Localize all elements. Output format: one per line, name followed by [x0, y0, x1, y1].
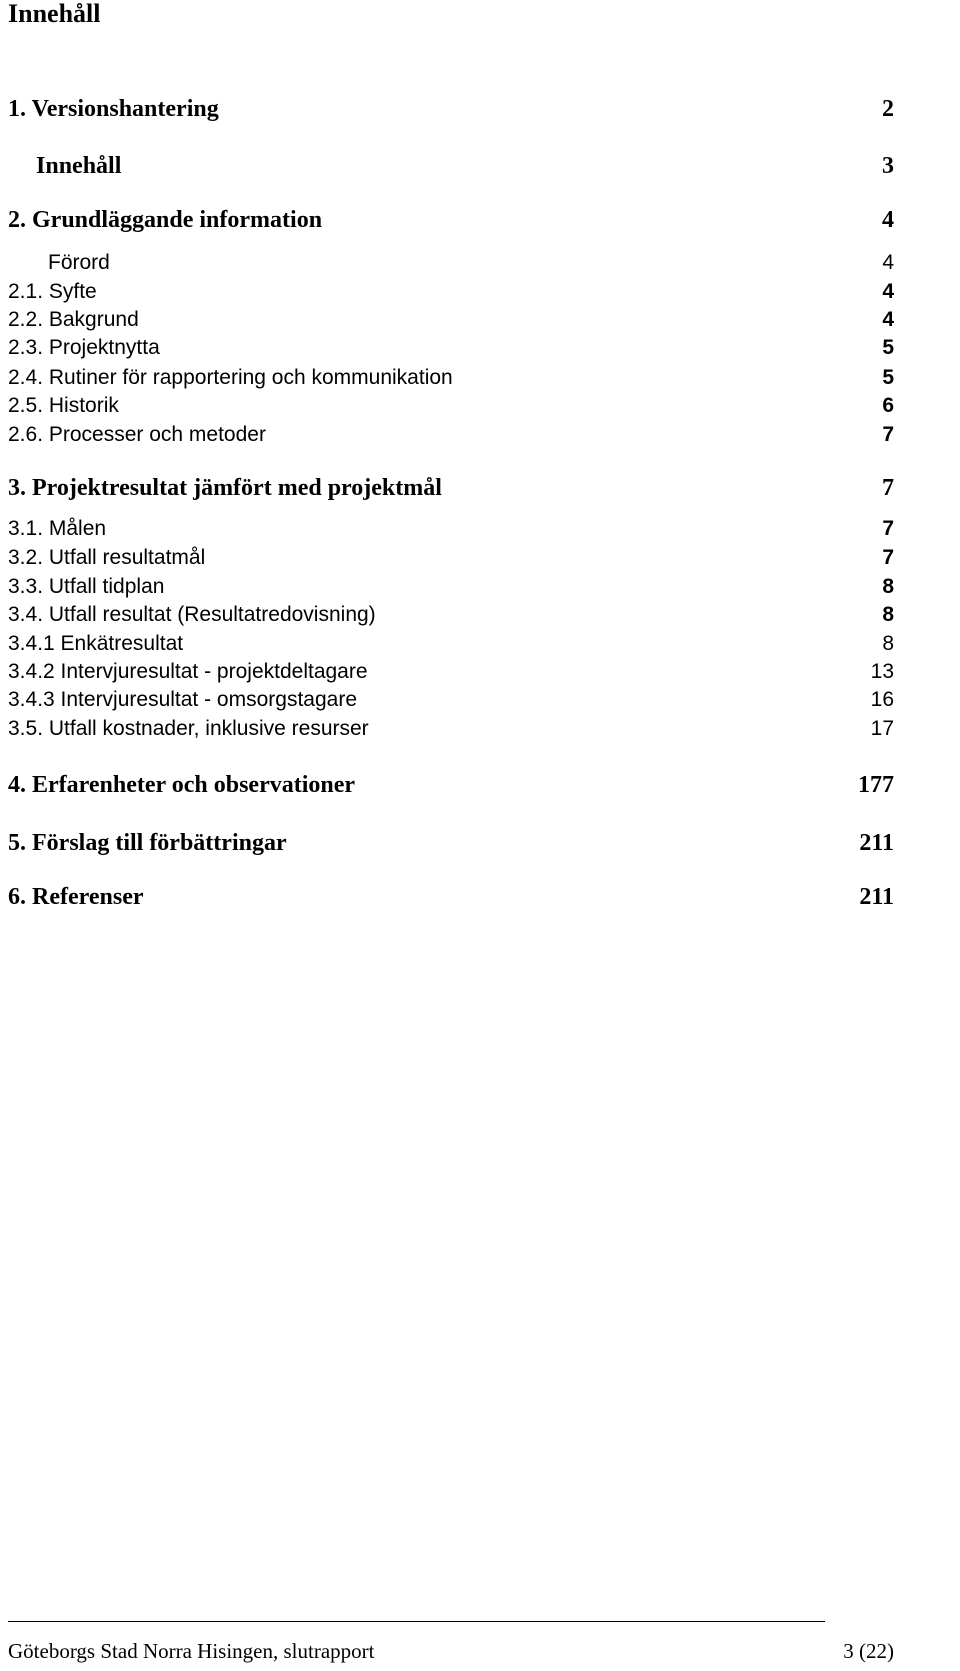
toc-entry-page: 8 [882, 632, 894, 655]
toc-entry-label: 2.1. Syfte [8, 280, 97, 303]
toc-entry-page: 4 [882, 308, 894, 331]
toc-entry-page: 7 [882, 475, 894, 501]
toc-entry-label: 3.5. Utfall kostnader, inklusive resurser [8, 717, 369, 740]
page-footer [8, 1639, 894, 1663]
footer-document-title: Göteborgs Stad Norra Hisingen, slutrapport [8, 1639, 375, 1663]
toc-entry-label: 4. Erfarenheter och observationer [8, 772, 356, 798]
toc-entry-page: 211 [859, 830, 894, 856]
toc-entry-forord[interactable] [48, 249, 894, 277]
toc-entry-label: 3.4.2 Intervjuresultat - projektdeltagare [8, 660, 368, 683]
page-title: Innehåll [8, 0, 101, 28]
toc-entry-page: 4 [882, 280, 894, 303]
toc-entry-innehall[interactable] [36, 151, 894, 181]
toc-entry-label: 2.4. Rutiner för rapportering och kommunikation [8, 366, 453, 389]
toc-entry-page: 2 [882, 96, 894, 122]
toc-entry-page: 211 [859, 884, 894, 910]
toc-entry-label: 3.3. Utfall tidplan [8, 575, 165, 598]
toc-entry-grundlaggande-information[interactable] [8, 205, 894, 235]
toc-entry-enkatresultat[interactable] [8, 630, 894, 658]
toc-entry-page: 5 [882, 336, 894, 359]
toc-entry-page: 8 [882, 575, 894, 598]
toc-entry-processer[interactable] [8, 421, 894, 449]
toc-entry-utfall-tidplan[interactable] [8, 573, 894, 601]
toc-entry-projektresultat[interactable] [8, 473, 894, 503]
toc-entry-label: 3.4.3 Intervjuresultat - omsorgstagare [8, 688, 358, 711]
toc-entry-label: Innehåll [36, 153, 122, 179]
toc-entry-page: 17 [870, 717, 894, 740]
toc-entry-label: 1. Versionshantering [8, 96, 219, 122]
toc-entry-page: 8 [882, 603, 894, 626]
footer-page-number: 3 (22) [843, 1639, 894, 1663]
toc-entry-bakgrund[interactable] [8, 306, 894, 334]
toc-entry-page: 4 [882, 207, 894, 233]
toc-entry-page: 7 [882, 423, 894, 446]
toc-entry-label: 2.3. Projektnytta [8, 336, 160, 359]
toc-entry-label: 3.4.1 Enkätresultat [8, 632, 184, 655]
toc-entry-page: 13 [870, 660, 894, 683]
toc-entry-label: 3.4. Utfall resultat (Resultatredovisning) [8, 603, 376, 626]
toc-entry-label: 3.1. Målen [8, 517, 107, 540]
toc-entry-page: 3 [882, 153, 894, 179]
toc-entry-utfall-resultatmal[interactable] [8, 544, 894, 572]
toc-entry-referenser[interactable] [8, 882, 894, 912]
toc-entry-page: 5 [882, 366, 894, 389]
toc-entry-label: 2. Grundläggande information [8, 207, 323, 233]
toc-entry-forslag[interactable] [8, 828, 894, 858]
toc-entry-label: Förord [48, 251, 110, 274]
footer-divider [8, 1621, 825, 1622]
toc-entry-label: 5. Förslag till förbättringar [8, 830, 287, 856]
toc-entry-intervju-projektdeltagare[interactable] [8, 658, 894, 686]
toc-entry-page: 6 [882, 394, 894, 417]
toc-entry-utfall-kostnader[interactable] [8, 715, 894, 743]
toc-entry-syfte[interactable] [8, 278, 894, 306]
toc-entry-page: 16 [870, 688, 894, 711]
toc-entry-page: 177 [858, 772, 894, 798]
toc-entry-malen[interactable] [8, 515, 894, 543]
toc-entry-label: 3. Projektresultat jämfört med projektmål [8, 475, 442, 501]
toc-entry-page: 4 [882, 251, 894, 274]
toc-entry-intervju-omsorgstagare[interactable] [8, 686, 894, 714]
toc-entry-label: 2.5. Historik [8, 394, 119, 417]
toc-entry-label: 2.2. Bakgrund [8, 308, 139, 331]
toc-entry-utfall-resultat[interactable] [8, 601, 894, 629]
toc-entry-historik[interactable] [8, 392, 894, 420]
toc-entry-erfarenheter[interactable] [8, 770, 894, 800]
toc-entry-label: 6. Referenser [8, 884, 144, 910]
toc-entry-versionshantering[interactable] [8, 94, 894, 124]
toc-entry-page: 7 [882, 517, 894, 540]
toc-entry-label: 3.2. Utfall resultatmål [8, 546, 206, 569]
toc-entry-label: 2.6. Processer och metoder [8, 423, 266, 446]
toc-entry-rutiner[interactable] [8, 364, 894, 392]
toc-entry-projektnytta[interactable] [8, 334, 894, 362]
toc-entry-page: 7 [882, 546, 894, 569]
